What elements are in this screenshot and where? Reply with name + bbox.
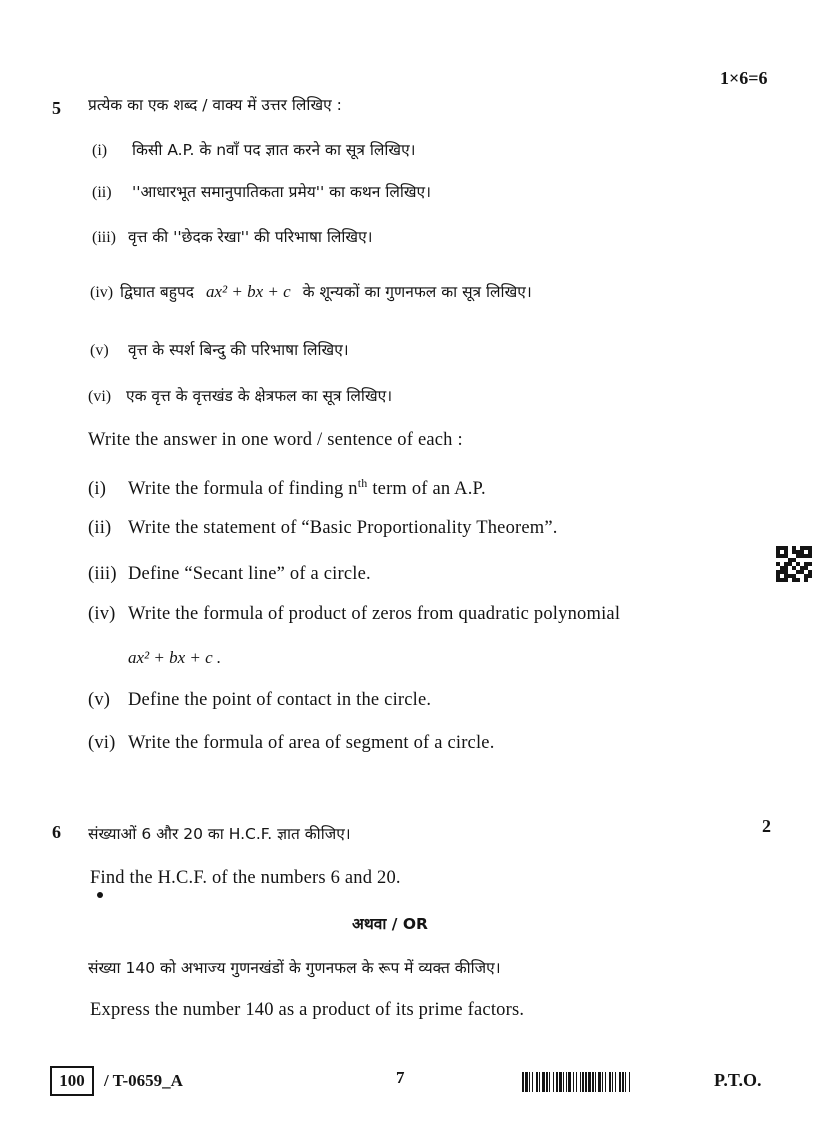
list-item	[92, 180, 431, 202]
or-label: अथवा / OR	[352, 915, 428, 933]
item-text: Write the formula of finding n	[128, 479, 358, 500]
item-superscript: th	[357, 476, 368, 490]
item-text: Define “Secant line” of a circle.	[128, 564, 371, 584]
list-item	[92, 138, 416, 160]
item-text: Define the point of contact in the circle.	[128, 690, 432, 710]
paper-code: / T-0659_A	[104, 1071, 183, 1090]
page-number: 7	[396, 1068, 405, 1087]
q6-alt-hindi: संख्या 140 को अभाज्य गुणनखंडों के गुणनफल के रूप में व्यक्त कीजिए।	[88, 959, 501, 977]
q6-alt-english: Express the number 140 as a product of its prime factors.	[90, 1000, 525, 1020]
qr-module	[808, 578, 812, 582]
list-item	[88, 733, 495, 754]
q5-hindi-instruction: प्रत्येक का एक शब्द / वाक्य में उत्तर लिखिए :	[88, 96, 342, 114]
pto-label: P.T.O.	[714, 1070, 762, 1090]
list-item	[88, 564, 371, 585]
item-text: किसी A.P. के nवाँ पद ज्ञात करने का सूत्र लिखिए।	[132, 141, 416, 159]
barcode-icon	[522, 1072, 632, 1092]
item-number: (v)	[90, 342, 109, 359]
item-text: Write the statement of “Basic Proportionality Theorem”.	[128, 518, 558, 538]
item-text: Write the formula of area of segment of a circle.	[128, 733, 495, 753]
list-item	[88, 604, 620, 625]
item-text-continued: term of an A.P.	[367, 479, 486, 500]
q6-english: Find the H.C.F. of the numbers 6 and 20.	[90, 868, 401, 888]
item-text: एक वृत्त के वृत्तखंड के क्षेत्रफल का सूत्र लिखिए।	[126, 387, 393, 405]
ink-dot	[97, 892, 103, 898]
polynomial-expression: ax² + bx + c	[205, 282, 291, 301]
item-number: (v)	[88, 690, 111, 710]
list-item	[90, 338, 349, 360]
item-text-continued: के शून्यकों का गुणनफल का सूत्र लिखिए।	[302, 283, 532, 301]
item-number: (vi)	[88, 388, 112, 405]
item-number: (i)	[92, 142, 108, 159]
list-item	[92, 225, 373, 247]
barcode-bar	[630, 1072, 632, 1092]
item-text: वृत्त के स्पर्श बिन्दु की परिभाषा लिखिए।	[128, 341, 349, 359]
item-number: (vi)	[88, 733, 116, 753]
item-text: वृत्त की ''छेदक रेखा'' की परिभाषा लिखिए।	[128, 228, 373, 246]
qr-code-icon	[776, 546, 812, 582]
q6-hindi: संख्याओं 6 और 20 का H.C.F. ज्ञात कीजिए।	[88, 825, 351, 843]
item-number: (i)	[88, 479, 107, 500]
q5-number: 5	[52, 98, 61, 118]
q6-number: 6	[52, 822, 61, 842]
or-separator	[352, 912, 428, 934]
q5-marks: 1×6=6	[720, 68, 768, 88]
item-number: (iv)	[90, 284, 114, 301]
q5-english-instruction: Write the answer in one word / sentence of each :	[88, 430, 463, 450]
footer-box-number: 100	[50, 1066, 94, 1096]
list-item	[88, 476, 486, 500]
list-item	[90, 280, 532, 302]
item-text: द्विघात बहुपद	[120, 283, 194, 301]
item-number: (ii)	[92, 184, 112, 201]
item-number: (iii)	[92, 229, 116, 246]
q6-marks: 2	[762, 816, 771, 836]
item-number: (ii)	[88, 518, 112, 538]
list-item	[88, 518, 558, 539]
list-item	[88, 384, 392, 406]
item-text: Write the formula of product of zeros from quadratic polynomial	[128, 604, 621, 624]
polynomial-expression: ax² + bx + c .	[128, 648, 222, 667]
item-number: (iii)	[88, 564, 117, 584]
item-text: ''आधारभूत समानुपातिकता प्रमेय'' का कथन लिखिए।	[132, 183, 431, 201]
item-number: (iv)	[88, 604, 116, 624]
list-item	[88, 690, 431, 711]
